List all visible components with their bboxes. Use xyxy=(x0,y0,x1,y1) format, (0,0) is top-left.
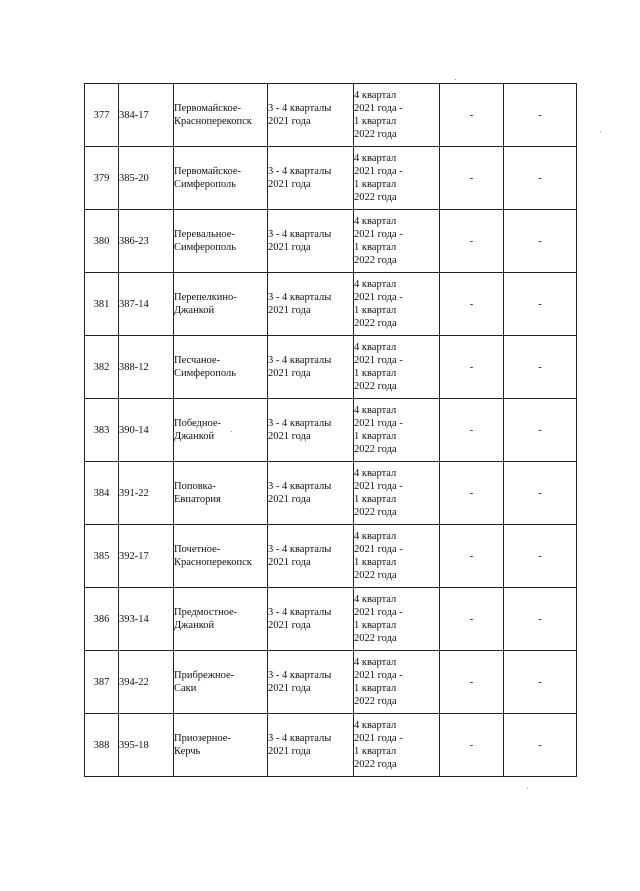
deadline-line: 2022 года xyxy=(354,507,397,518)
deadline-line: 4 квартал xyxy=(354,153,397,164)
route-name-cell xyxy=(174,588,268,651)
route-name-line: Победное- xyxy=(174,418,222,429)
table-row xyxy=(85,588,577,651)
route-name-line: Саки xyxy=(174,683,197,694)
deadline-line: 1 квартал xyxy=(354,431,397,442)
route-name-line: Поповка- xyxy=(174,481,216,492)
route-name-cell xyxy=(174,210,268,273)
route-name-line: Джанкой xyxy=(174,305,215,316)
table-row xyxy=(85,651,577,714)
col6-cell xyxy=(440,714,504,777)
table-row xyxy=(85,84,577,147)
row-number-cell xyxy=(85,84,119,147)
col7-cell xyxy=(504,588,577,651)
row-number-cell xyxy=(85,336,119,399)
deadline-line: 1 квартал xyxy=(354,305,397,316)
route-name-cell xyxy=(174,273,268,336)
col6-value: - xyxy=(469,361,474,373)
row-number: 388 xyxy=(93,739,110,751)
route-name-cell xyxy=(174,336,268,399)
deadline-line: 1 квартал xyxy=(354,368,397,379)
route-code-cell xyxy=(119,714,174,777)
deadline-line: 2022 года xyxy=(354,444,397,455)
row-number-cell xyxy=(85,714,119,777)
deadline-line: 2021 года - xyxy=(354,544,403,555)
deadline-line: 1 квартал xyxy=(354,179,397,190)
period-line: 2021 года xyxy=(268,683,311,694)
route-name-line: Первомайское- xyxy=(174,103,242,114)
route-name-line: Симферополь xyxy=(174,242,236,253)
route-name-cell xyxy=(174,84,268,147)
period-line: 3 - 4 кварталы xyxy=(268,418,332,429)
route-code: 393-14 xyxy=(119,613,149,625)
route-code-cell xyxy=(119,147,174,210)
deadline-line: 4 квартал xyxy=(354,216,397,227)
route-name-cell xyxy=(174,462,268,525)
col7-value: - xyxy=(538,487,542,499)
col6-value: - xyxy=(469,613,474,625)
period-cell xyxy=(268,651,354,714)
period-line: 2021 года xyxy=(268,557,311,568)
table-row xyxy=(85,525,577,588)
route-name-line: Симферополь xyxy=(174,179,236,190)
col7-value: - xyxy=(538,676,542,688)
deadline-line: 2021 года - xyxy=(354,607,403,618)
table-row xyxy=(85,336,577,399)
col7-value: - xyxy=(538,550,542,562)
route-name-line: Красноперекопск xyxy=(174,557,252,568)
route-name-line: Песчаное- xyxy=(174,355,221,366)
col6-value: - xyxy=(469,298,474,310)
col7-value: - xyxy=(538,424,542,436)
col6-value: - xyxy=(469,424,474,436)
route-code: 391-22 xyxy=(119,487,149,499)
deadline-line: 1 квартал xyxy=(354,242,397,253)
col7-cell xyxy=(504,336,577,399)
deadline-cell xyxy=(354,525,440,588)
row-number: 386 xyxy=(93,613,110,625)
period-cell xyxy=(268,273,354,336)
route-code: 390-14 xyxy=(119,424,149,436)
deadline-cell xyxy=(354,273,440,336)
col7-cell xyxy=(504,210,577,273)
deadline-line: 4 квартал xyxy=(354,594,397,605)
col6-cell xyxy=(440,273,504,336)
route-code-cell xyxy=(119,273,174,336)
row-number-cell xyxy=(85,210,119,273)
route-name-line: Предмостное- xyxy=(174,607,238,618)
deadline-line: 2022 года xyxy=(354,633,397,644)
col7-value: - xyxy=(538,172,542,184)
period-cell xyxy=(268,588,354,651)
col6-value: - xyxy=(469,676,474,688)
deadline-line: 4 квартал xyxy=(354,279,397,290)
deadline-line: 2021 года - xyxy=(354,229,403,240)
col6-value: - xyxy=(469,172,474,184)
deadline-line: 2021 года - xyxy=(354,355,403,366)
deadline-line: 4 квартал xyxy=(354,468,397,479)
route-name-line: Первомайское- xyxy=(174,166,242,177)
row-number-cell xyxy=(85,525,119,588)
col7-cell xyxy=(504,84,577,147)
col7-cell xyxy=(504,399,577,462)
row-number-cell xyxy=(85,462,119,525)
deadline-cell xyxy=(354,462,440,525)
route-name-line: Почетное- xyxy=(174,544,221,555)
table-row xyxy=(85,714,577,777)
scan-speck xyxy=(527,788,528,789)
table-row xyxy=(85,462,577,525)
period-cell xyxy=(268,399,354,462)
row-number-cell xyxy=(85,399,119,462)
col6-cell xyxy=(440,336,504,399)
col6-value: - xyxy=(469,739,474,751)
route-code-cell xyxy=(119,399,174,462)
route-code-cell xyxy=(119,210,174,273)
col7-cell xyxy=(504,462,577,525)
deadline-line: 4 квартал xyxy=(354,531,397,542)
route-code: 387-14 xyxy=(119,298,149,310)
col6-cell xyxy=(440,84,504,147)
row-number: 379 xyxy=(93,172,110,184)
col6-value: - xyxy=(469,487,474,499)
route-code: 394-22 xyxy=(119,676,149,688)
deadline-line: 2022 года xyxy=(354,696,397,707)
route-code-cell xyxy=(119,84,174,147)
deadline-line: 2022 года xyxy=(354,570,397,581)
deadline-line: 4 квартал xyxy=(354,90,397,101)
scan-speck xyxy=(231,431,232,432)
deadline-line: 2021 года - xyxy=(354,418,403,429)
table-row xyxy=(85,147,577,210)
route-code: 385-20 xyxy=(119,172,149,184)
route-code: 395-18 xyxy=(119,739,149,751)
route-name-line: Евпатория xyxy=(174,494,221,505)
route-name-cell xyxy=(174,651,268,714)
route-name-line: Прибрежное- xyxy=(174,670,235,681)
row-number-cell xyxy=(85,273,119,336)
deadline-cell xyxy=(354,399,440,462)
scan-speck xyxy=(600,131,601,132)
col6-cell xyxy=(440,147,504,210)
period-line: 3 - 4 кварталы xyxy=(268,544,332,555)
route-name-line: Красноперекопск xyxy=(174,116,252,127)
deadline-line: 2022 года xyxy=(354,255,397,266)
route-code: 392-17 xyxy=(119,550,149,562)
period-line: 3 - 4 кварталы xyxy=(268,292,332,303)
deadline-line: 1 квартал xyxy=(354,746,397,757)
period-line: 3 - 4 кварталы xyxy=(268,355,332,366)
col6-cell xyxy=(440,462,504,525)
col6-cell xyxy=(440,651,504,714)
route-code-cell xyxy=(119,462,174,525)
deadline-cell xyxy=(354,84,440,147)
deadline-line: 1 квартал xyxy=(354,683,397,694)
row-number: 383 xyxy=(93,424,110,436)
deadline-cell xyxy=(354,210,440,273)
period-cell xyxy=(268,462,354,525)
col7-value: - xyxy=(538,235,542,247)
col7-value: - xyxy=(538,739,542,751)
route-name-line: Симферополь xyxy=(174,368,236,379)
period-cell xyxy=(268,714,354,777)
col6-value: - xyxy=(469,235,474,247)
period-line: 3 - 4 кварталы xyxy=(268,670,332,681)
row-number: 385 xyxy=(93,550,110,562)
route-code: 388-12 xyxy=(119,361,149,373)
route-code: 384-17 xyxy=(119,109,149,121)
col7-cell xyxy=(504,147,577,210)
col7-cell xyxy=(504,651,577,714)
deadline-line: 2021 года - xyxy=(354,292,403,303)
period-cell xyxy=(268,84,354,147)
deadline-line: 2022 года xyxy=(354,381,397,392)
col7-value: - xyxy=(538,613,542,625)
period-line: 2021 года xyxy=(268,305,311,316)
period-line: 3 - 4 кварталы xyxy=(268,481,332,492)
route-name-cell xyxy=(174,714,268,777)
deadline-line: 2021 года - xyxy=(354,733,403,744)
route-name-line: Джанкой xyxy=(174,431,215,442)
col6-cell xyxy=(440,525,504,588)
col6-cell xyxy=(440,399,504,462)
deadline-line: 2021 года - xyxy=(354,670,403,681)
route-name-line: Перепелкино- xyxy=(174,292,237,303)
deadline-cell xyxy=(354,147,440,210)
row-number-cell xyxy=(85,651,119,714)
deadline-line: 4 квартал xyxy=(354,657,397,668)
deadline-line: 2022 года xyxy=(354,759,397,770)
col7-cell xyxy=(504,273,577,336)
deadline-cell xyxy=(354,651,440,714)
period-cell xyxy=(268,210,354,273)
deadline-line: 1 квартал xyxy=(354,557,397,568)
deadline-line: 4 квартал xyxy=(354,720,397,731)
deadline-cell xyxy=(354,336,440,399)
route-name-cell xyxy=(174,147,268,210)
route-name-cell xyxy=(174,399,268,462)
table-row xyxy=(85,210,577,273)
period-cell xyxy=(268,525,354,588)
row-number: 381 xyxy=(93,298,110,310)
deadline-line: 2021 года - xyxy=(354,103,403,114)
col7-value: - xyxy=(538,298,542,310)
row-number: 384 xyxy=(93,487,110,499)
period-line: 3 - 4 кварталы xyxy=(268,103,332,114)
row-number: 380 xyxy=(93,235,110,247)
period-cell xyxy=(268,147,354,210)
scan-speck xyxy=(455,79,456,80)
row-number: 382 xyxy=(93,361,110,373)
route-code-cell xyxy=(119,588,174,651)
deadline-line: 2021 года - xyxy=(354,166,403,177)
deadline-line: 1 квартал xyxy=(354,494,397,505)
deadline-line: 2021 года - xyxy=(354,481,403,492)
row-number-cell xyxy=(85,147,119,210)
period-cell xyxy=(268,336,354,399)
col6-cell xyxy=(440,588,504,651)
route-name-line: Керчь xyxy=(174,746,201,757)
route-name-line: Перевальное- xyxy=(174,229,235,240)
row-number: 377 xyxy=(93,109,110,121)
period-line: 3 - 4 кварталы xyxy=(268,607,332,618)
col7-cell xyxy=(504,714,577,777)
col6-value: - xyxy=(469,550,474,562)
routes-table xyxy=(84,83,577,777)
route-code: 386-23 xyxy=(119,235,149,247)
row-number: 387 xyxy=(93,676,110,688)
route-code-cell xyxy=(119,651,174,714)
deadline-cell xyxy=(354,588,440,651)
col7-cell xyxy=(504,525,577,588)
deadline-line: 1 квартал xyxy=(354,620,397,631)
deadline-line: 2022 года xyxy=(354,192,397,203)
period-line: 3 - 4 кварталы xyxy=(268,733,332,744)
col6-cell xyxy=(440,210,504,273)
col7-value: - xyxy=(538,361,542,373)
deadline-line: 4 квартал xyxy=(354,342,397,353)
period-line: 3 - 4 кварталы xyxy=(268,229,332,240)
deadline-line: 2022 года xyxy=(354,129,397,140)
deadline-line: 1 квартал xyxy=(354,116,397,127)
period-line: 2021 года xyxy=(268,494,311,505)
period-line: 2021 года xyxy=(268,746,311,757)
routes-table-body xyxy=(85,84,577,777)
period-line: 2021 года xyxy=(268,368,311,379)
route-code-cell xyxy=(119,525,174,588)
period-line: 2021 года xyxy=(268,116,311,127)
route-name-cell xyxy=(174,525,268,588)
period-line: 2021 года xyxy=(268,431,311,442)
col7-value: - xyxy=(538,109,542,121)
table-row xyxy=(85,273,577,336)
route-name-line: Приозерное- xyxy=(174,733,231,744)
period-line: 2021 года xyxy=(268,620,311,631)
route-code-cell xyxy=(119,336,174,399)
deadline-cell xyxy=(354,714,440,777)
deadline-line: 2022 года xyxy=(354,318,397,329)
deadline-line: 4 квартал xyxy=(354,405,397,416)
route-name-line: Джанкой xyxy=(174,620,215,631)
period-line: 2021 года xyxy=(268,179,311,190)
period-line: 2021 года xyxy=(268,242,311,253)
table-row xyxy=(85,399,577,462)
period-line: 3 - 4 кварталы xyxy=(268,166,332,177)
col6-value: - xyxy=(469,109,474,121)
row-number-cell xyxy=(85,588,119,651)
